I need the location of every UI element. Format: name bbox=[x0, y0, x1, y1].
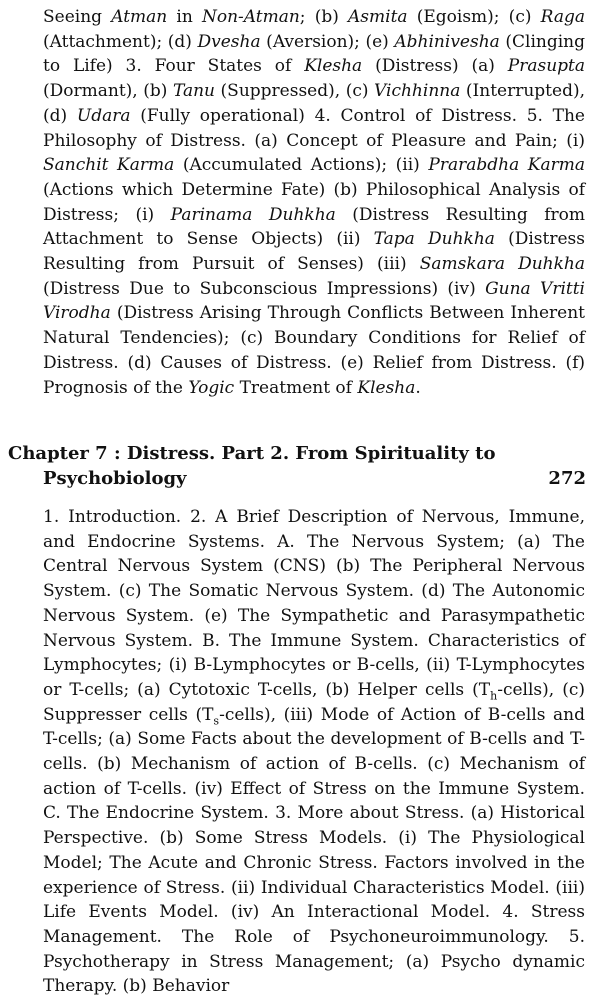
italic-term: Klesha bbox=[357, 377, 416, 398]
text-run: . bbox=[415, 377, 421, 398]
text-run: ; (b) bbox=[299, 7, 349, 27]
chapter-7-heading bbox=[8, 441, 586, 491]
text-run: (Suppressed), (c) bbox=[215, 81, 375, 102]
chapter-6-contents-continued bbox=[43, 5, 585, 400]
text-run: (Distress Resulting from Attachment to Sense Objects) (ii) bbox=[43, 204, 585, 250]
italic-term: Samskara Duhkha bbox=[419, 254, 586, 275]
italic-term: Yogic bbox=[188, 377, 235, 398]
text-run: (Distress Due to Subconscious Impressions) (iv) bbox=[43, 278, 486, 299]
text-run: (Attachment); (d) bbox=[43, 31, 198, 52]
text-run: (Interrupted), (d) bbox=[43, 81, 585, 126]
italic-term: Udara bbox=[76, 105, 131, 126]
text-run: (Egoism); (c) bbox=[407, 7, 541, 27]
italic-term: Klesha bbox=[304, 56, 363, 77]
italic-term: Prasupta bbox=[507, 56, 585, 77]
text-run: in bbox=[167, 7, 202, 27]
italic-term: Tanu bbox=[172, 81, 215, 102]
text-run: (Distress Arising Through Conflicts Between Inherent Natural Tendencies); (c) Boundary Conditions for Relief of Distress. (d) Causes of Distress. (e) Relief from Distress. (f) Prognosis of the bbox=[43, 303, 585, 398]
subscript: s bbox=[213, 714, 220, 728]
text-run: (Aversion); (e) bbox=[260, 31, 395, 52]
italic-term: Guna Vritti Virodha bbox=[43, 278, 585, 324]
text-run: (Fully operational) 4. Control of Distress. 5. The Philosophy of Distress. (a) Concept of Pleasure and Pain; (i) bbox=[43, 105, 585, 151]
chapter-7-contents bbox=[43, 505, 585, 999]
italic-term: Non-Atman bbox=[201, 7, 300, 27]
chapter-title-line-1: Chapter 7 : Distress. Part 2. From Spirituality to bbox=[8, 443, 496, 464]
text-run: (Accumulated Actions); (ii) bbox=[174, 155, 429, 176]
text-run: (Distress) (a) bbox=[362, 56, 508, 77]
italic-term: Abhinivesha bbox=[394, 31, 500, 52]
italic-term: Raga bbox=[540, 7, 585, 27]
chapter-title-line-2 bbox=[8, 466, 586, 491]
text-run: Treatment of bbox=[234, 377, 358, 398]
italic-term: Dvesha bbox=[197, 31, 261, 52]
text-run: (Clinging to Life) 3. Four States of bbox=[43, 31, 585, 77]
subscript: h bbox=[490, 689, 498, 703]
text-run: (Actions which Determine Fate) (b) Philosophical Analysis of Distress; (i) bbox=[43, 179, 585, 225]
italic-term: Atman bbox=[111, 7, 168, 27]
italic-term: Parinama Duhkha bbox=[170, 204, 336, 225]
chapter-title-continued: Psychobiology bbox=[43, 468, 187, 489]
italic-term: Prarabdha Karma bbox=[428, 155, 586, 176]
text-run: -cells), (c) Suppresser cells (T bbox=[43, 679, 585, 725]
italic-term: Vichhinna bbox=[374, 81, 461, 102]
text-run: Seeing bbox=[43, 7, 112, 27]
italic-term: Sanchit Karma bbox=[43, 155, 175, 176]
italic-term: Tapa Duhkha bbox=[373, 229, 495, 250]
text-run: 1. Introduction. 2. A Brief Description of Nervous, Immune, and Endocrine Systems. A. The Nervous System; (a) The Central Nervous System (CNS) (b) The Peripheral Nervous System. (c) The Somatic Nervous System. (d) The Autonomic Nervous System. (e) The Sympathetic and Parasympathetic Nervous System. B. The Immune System. Characteristics of Lymphocytes; (i) B-Lymphocytes or B-cells, (ii) T-Lymphocytes or T-cells; (a) Cytotoxic T-cells, (b) Helper cells (T bbox=[43, 507, 585, 700]
text-run: (Distress Resulting from Pursuit of Senses) (iii) bbox=[43, 229, 585, 275]
italic-term: Asmita bbox=[348, 7, 408, 27]
text-run: -cells), (iii) Mode of Action of B-cells and T-cells; (a) Some Facts about the development of B-cells and T-cells. (b) Mechanism of action of B-cells. (c) Mechanism of action of T-cells. (iv) Effect of Stress on the Immune System. C. The Endocrine System. 3. More about Stress. (a) Historical Perspective. (b) Some Stress Models. (i) The Physiological Model; The Acute and Chronic Stress. Factors involved in the experience of Stress. (ii) Individual Characteristics Model. (iii) Life Events Model. (iv) An Interactional Model. 4. Stress Management. The Role of Psychoneuroimmunology. 5. Psychotherapy in Stress Management; (a) Psycho dynamic Therapy. (b) Behavior bbox=[43, 704, 586, 997]
page-number: 272 bbox=[548, 468, 586, 489]
text-run: (Dormant), (b) bbox=[43, 81, 173, 102]
